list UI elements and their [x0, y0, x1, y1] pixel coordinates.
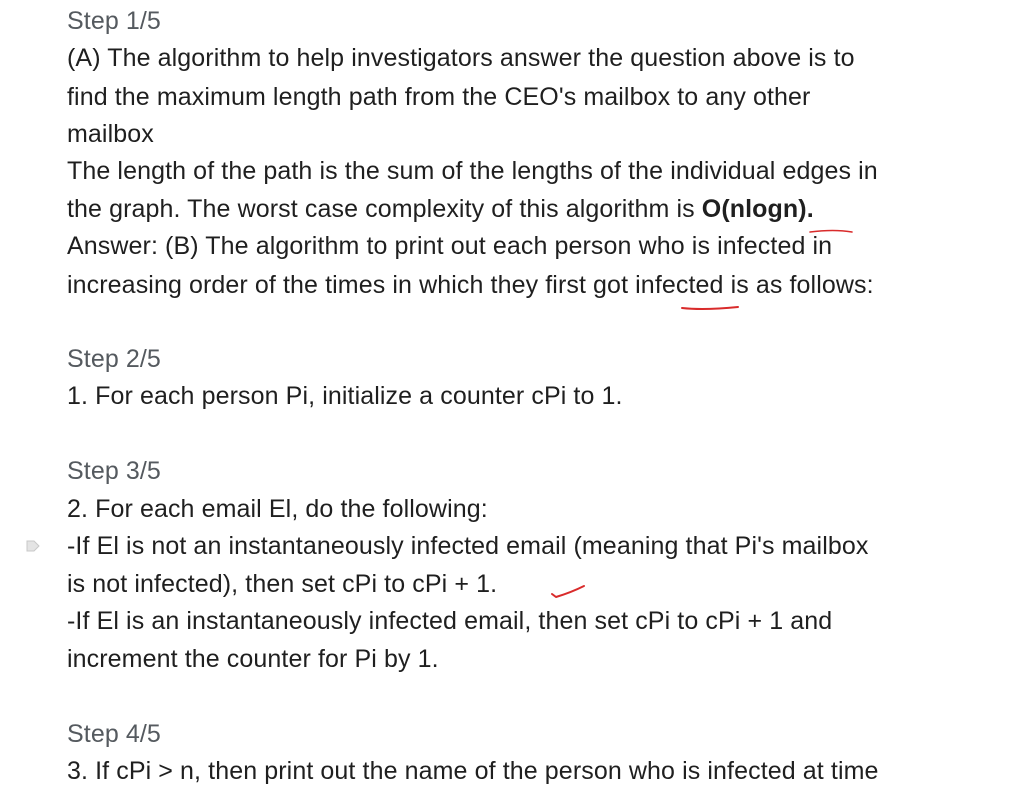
step-1-label: Step 1/5: [67, 7, 161, 35]
step-1-line-5: [67, 190, 814, 228]
complexity-bold: O(nlogn).: [701, 195, 814, 223]
step-3-line-4: -If El is an instantaneously infected email, then set cPi to cPi + 1 and: [67, 607, 833, 635]
step-2-line-1: 1. For each person Pi, initialize a counter cPi to 1.: [67, 382, 623, 410]
checkmark: [552, 586, 584, 597]
gutter-marker-icon: [26, 540, 40, 552]
underline-mark: [682, 307, 738, 309]
step-2-label: Step 2/5: [67, 345, 161, 373]
step-4-label: Step 4/5: [67, 720, 161, 748]
step-3-label: Step 3/5: [67, 457, 161, 485]
step-1-line-7: increasing order of the times in which they first got infected is as follows:: [67, 271, 874, 299]
step-4-line-1: 3. If cPi > n, then print out the name of the person who is infected at time: [67, 757, 879, 785]
step-3-line-1: 2. For each email El, do the following:: [67, 495, 488, 523]
step-3-line-2: -If El is not an instantaneously infected email (meaning that Pi's mailbox: [67, 532, 869, 560]
step-1-line-1: (A) The algorithm to help investigators answer the question above is to: [67, 44, 855, 72]
step-1-line-6: Answer: (B) The algorithm to print out each person who is infected in: [67, 232, 833, 260]
step-3-line-3: is not infected), then set cPi to cPi + 1.: [67, 570, 498, 598]
step-1-line-5-text: the graph. The worst case complexity of this algorithm is: [67, 195, 702, 223]
step-1-line-2: find the maximum length path from the CEO's mailbox to any other: [67, 83, 811, 111]
step-1-line-3: mailbox: [67, 120, 154, 148]
step-3-line-5: increment the counter for Pi by 1.: [67, 645, 439, 673]
step-1-line-4: The length of the path is the sum of the lengths of the individual edges in: [67, 157, 878, 185]
